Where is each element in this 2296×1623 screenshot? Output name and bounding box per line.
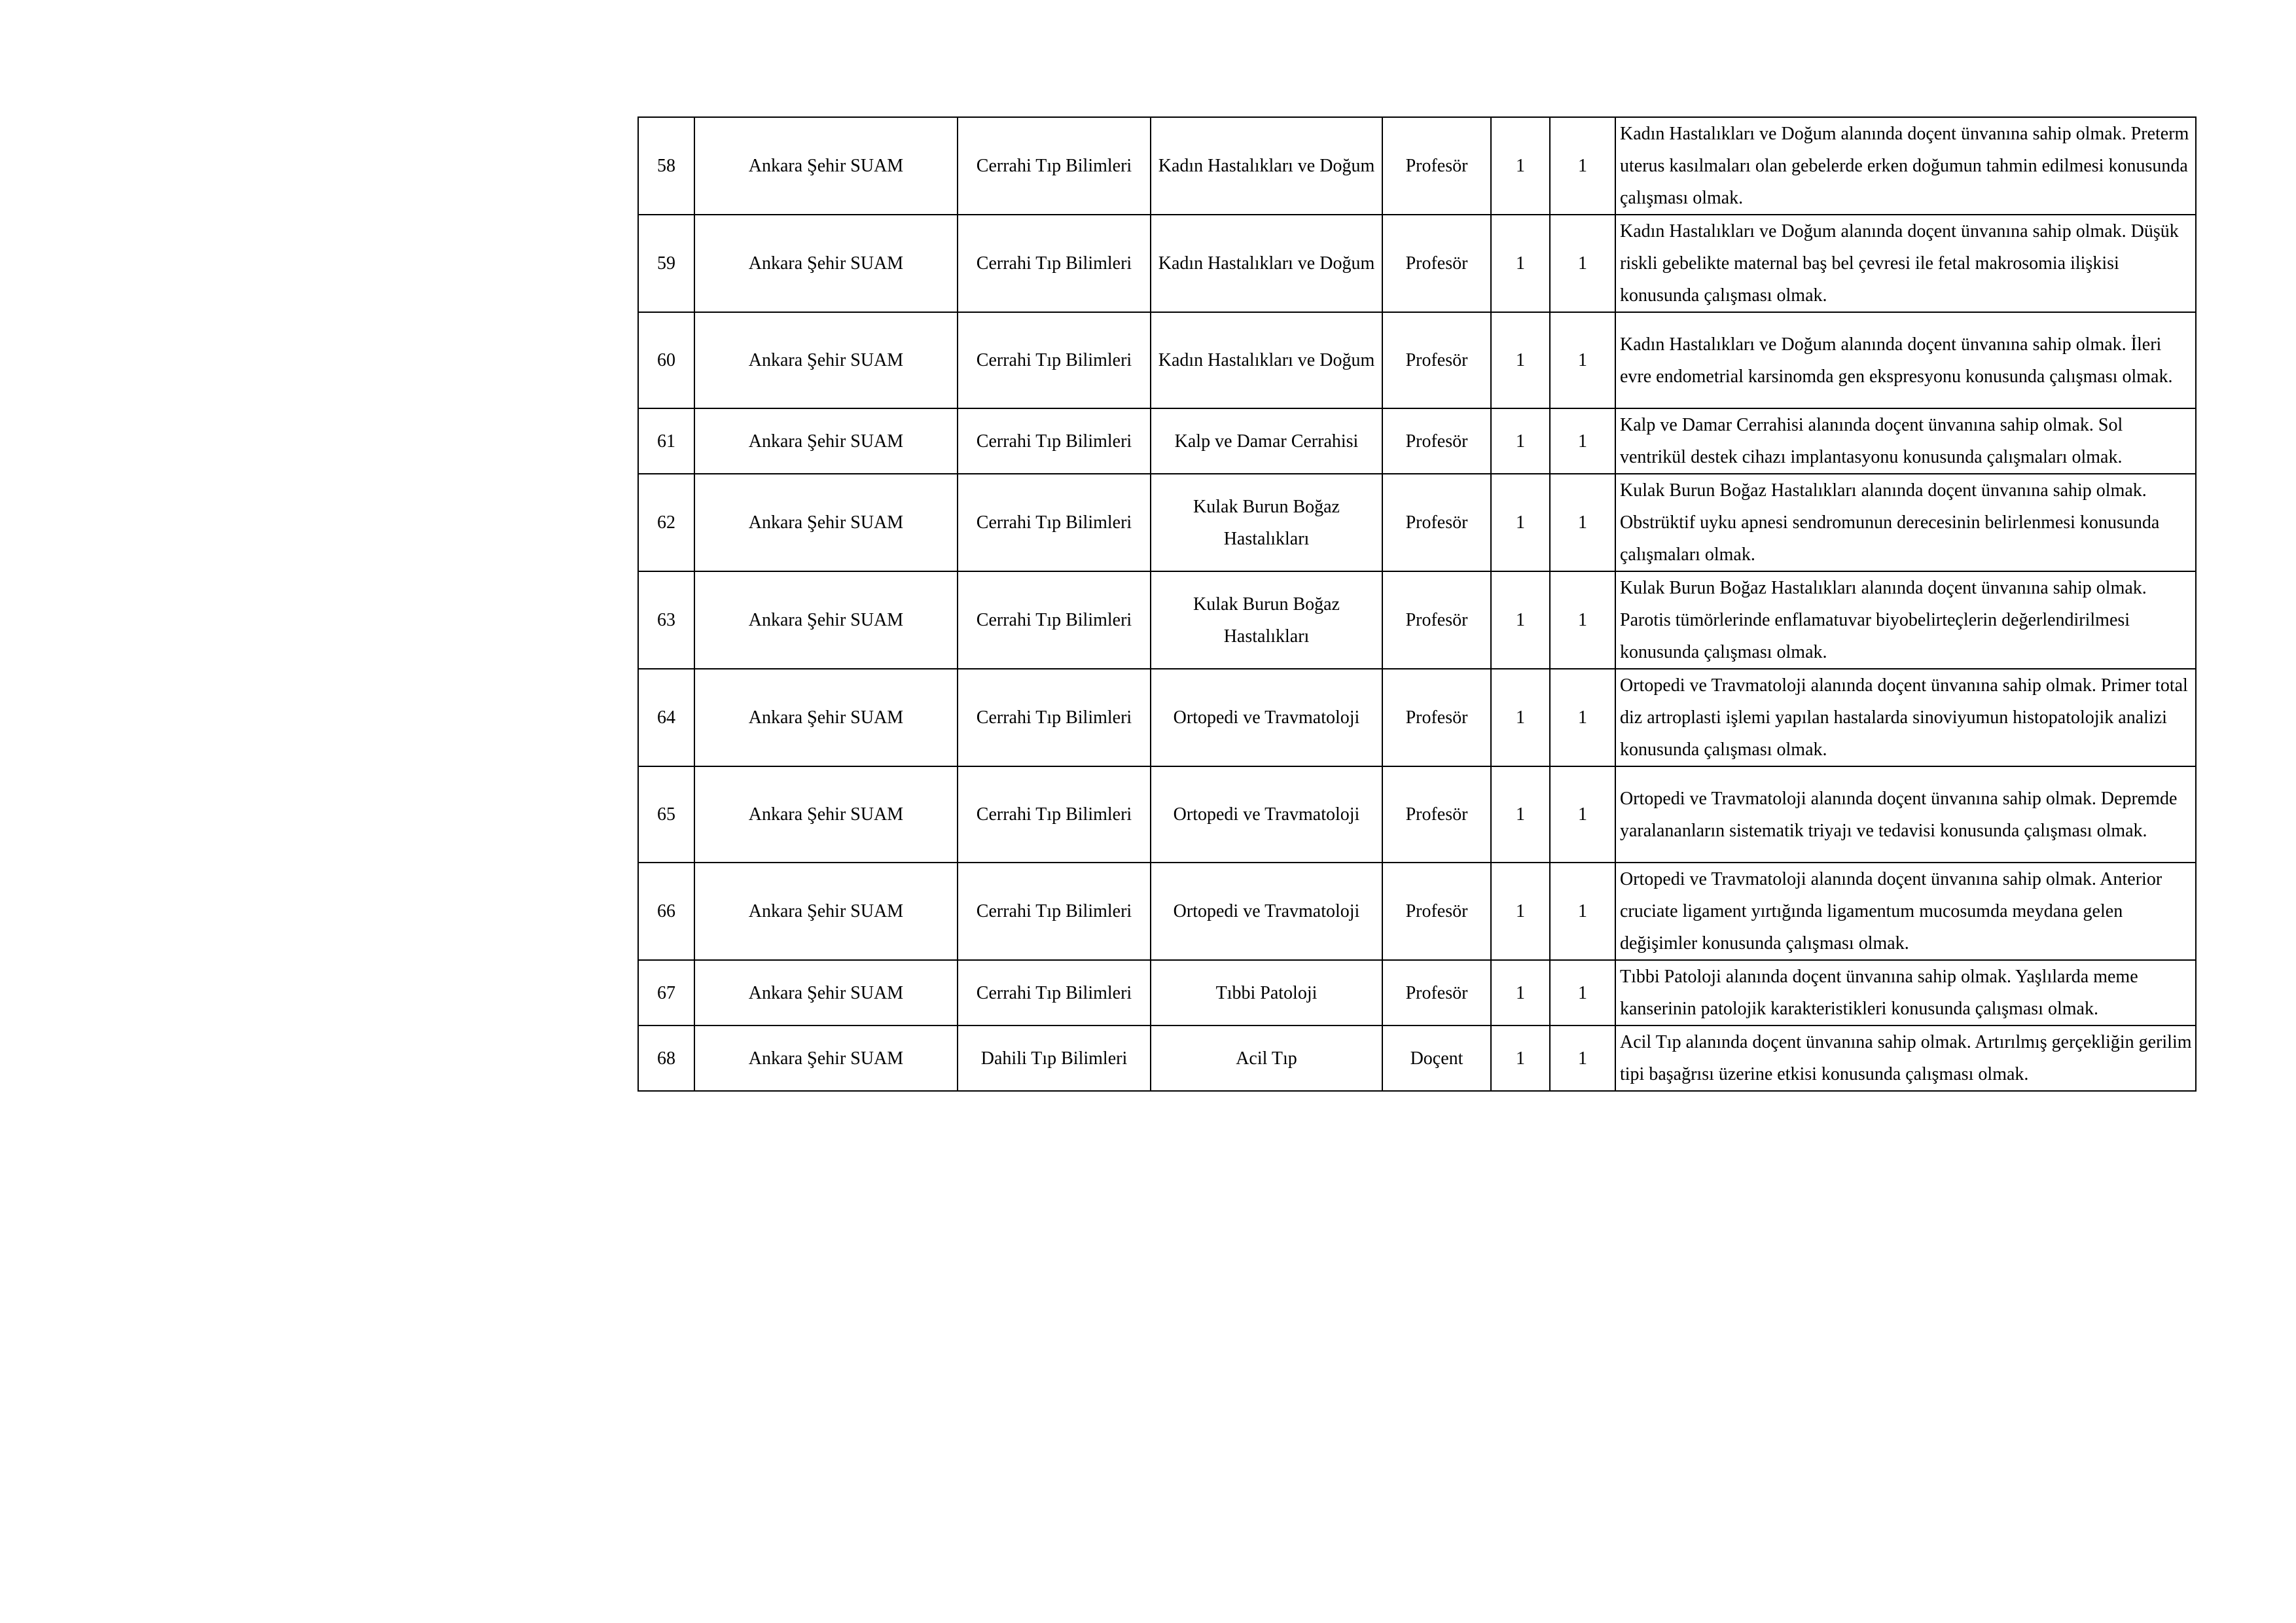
table-row bbox=[638, 571, 2196, 669]
row-number: 62 bbox=[638, 474, 694, 571]
field-cell: Kadın Hastalıkları ve Doğum bbox=[1151, 312, 1382, 408]
department-cell: Cerrahi Tıp Bilimleri bbox=[958, 669, 1151, 766]
row-number: 64 bbox=[638, 669, 694, 766]
field-cell: Ortopedi ve Travmatoloji bbox=[1151, 863, 1382, 960]
field-cell: Acil Tıp bbox=[1151, 1026, 1382, 1091]
count-b-cell: 1 bbox=[1550, 408, 1615, 474]
department-cell: Cerrahi Tıp Bilimleri bbox=[958, 474, 1151, 571]
department-cell: Cerrahi Tıp Bilimleri bbox=[958, 960, 1151, 1026]
count-a-cell: 1 bbox=[1491, 571, 1550, 669]
field-cell: Kulak Burun Boğaz Hastalıkları bbox=[1151, 571, 1382, 669]
department-cell: Cerrahi Tıp Bilimleri bbox=[958, 766, 1151, 863]
row-number: 66 bbox=[638, 863, 694, 960]
count-b-cell: 1 bbox=[1550, 766, 1615, 863]
department-cell: Cerrahi Tıp Bilimleri bbox=[958, 215, 1151, 312]
count-b-cell: 1 bbox=[1550, 669, 1615, 766]
requirement-cell: Kulak Burun Boğaz Hastalıkları alanında doçent ünvanına sahip olmak. Obstrüktif uyku apnesi sendromunun derecesinin belirlenmesi konusunda çalışmaları olmak. bbox=[1615, 474, 2196, 571]
field-cell: Kadın Hastalıkları ve Doğum bbox=[1151, 117, 1382, 215]
requirement-cell: Kalp ve Damar Cerrahisi alanında doçent ünvanına sahip olmak. Sol ventrikül destek cihazı implantasyonu konusunda çalışmaları olmak. bbox=[1615, 408, 2196, 474]
count-b-cell: 1 bbox=[1550, 215, 1615, 312]
title-cell: Profesör bbox=[1382, 766, 1491, 863]
row-number: 61 bbox=[638, 408, 694, 474]
table-row bbox=[638, 312, 2196, 408]
unit-cell: Ankara Şehir SUAM bbox=[694, 215, 958, 312]
title-cell: Doçent bbox=[1382, 1026, 1491, 1091]
unit-cell: Ankara Şehir SUAM bbox=[694, 960, 958, 1026]
department-cell: Dahili Tıp Bilimleri bbox=[958, 1026, 1151, 1091]
count-b-cell: 1 bbox=[1550, 863, 1615, 960]
unit-cell: Ankara Şehir SUAM bbox=[694, 312, 958, 408]
requirement-cell: Ortopedi ve Travmatoloji alanında doçent ünvanına sahip olmak. Depremde yaralananların sistematik triyajı ve tedavisi konusunda çalışması olmak. bbox=[1615, 766, 2196, 863]
requirement-cell: Tıbbi Patoloji alanında doçent ünvanına sahip olmak. Yaşlılarda meme kanserinin patolojik karakteristikleri konusunda çalışması olmak. bbox=[1615, 960, 2196, 1026]
table-row bbox=[638, 408, 2196, 474]
count-a-cell: 1 bbox=[1491, 408, 1550, 474]
table-row bbox=[638, 1026, 2196, 1091]
title-cell: Profesör bbox=[1382, 960, 1491, 1026]
department-cell: Cerrahi Tıp Bilimleri bbox=[958, 408, 1151, 474]
count-a-cell: 1 bbox=[1491, 215, 1550, 312]
table-row bbox=[638, 474, 2196, 571]
table-row bbox=[638, 960, 2196, 1026]
count-b-cell: 1 bbox=[1550, 571, 1615, 669]
count-b-cell: 1 bbox=[1550, 117, 1615, 215]
count-a-cell: 1 bbox=[1491, 669, 1550, 766]
row-number: 68 bbox=[638, 1026, 694, 1091]
department-cell: Cerrahi Tıp Bilimleri bbox=[958, 571, 1151, 669]
unit-cell: Ankara Şehir SUAM bbox=[694, 766, 958, 863]
department-cell: Cerrahi Tıp Bilimleri bbox=[958, 117, 1151, 215]
unit-cell: Ankara Şehir SUAM bbox=[694, 1026, 958, 1091]
requirement-cell: Ortopedi ve Travmatoloji alanında doçent ünvanına sahip olmak. Primer total diz artroplasti işlemi yapılan hastalarda sinoviyumun histopatolojik analizi konusunda çalışması olmak. bbox=[1615, 669, 2196, 766]
count-a-cell: 1 bbox=[1491, 960, 1550, 1026]
count-b-cell: 1 bbox=[1550, 1026, 1615, 1091]
unit-cell: Ankara Şehir SUAM bbox=[694, 117, 958, 215]
row-number: 67 bbox=[638, 960, 694, 1026]
row-number: 65 bbox=[638, 766, 694, 863]
title-cell: Profesör bbox=[1382, 312, 1491, 408]
count-a-cell: 1 bbox=[1491, 312, 1550, 408]
unit-cell: Ankara Şehir SUAM bbox=[694, 863, 958, 960]
department-cell: Cerrahi Tıp Bilimleri bbox=[958, 312, 1151, 408]
title-cell: Profesör bbox=[1382, 669, 1491, 766]
table-row bbox=[638, 766, 2196, 863]
count-a-cell: 1 bbox=[1491, 117, 1550, 215]
count-a-cell: 1 bbox=[1491, 766, 1550, 863]
title-cell: Profesör bbox=[1382, 117, 1491, 215]
count-b-cell: 1 bbox=[1550, 474, 1615, 571]
row-number: 63 bbox=[638, 571, 694, 669]
table-row bbox=[638, 863, 2196, 960]
requirement-cell: Kadın Hastalıkları ve Doğum alanında doçent ünvanına sahip olmak. Preterm uterus kasılmaları olan gebelerde erken doğumun tahmin edilmesi konusunda çalışması olmak. bbox=[1615, 117, 2196, 215]
field-cell: Kulak Burun Boğaz Hastalıkları bbox=[1151, 474, 1382, 571]
requirement-cell: Kadın Hastalıkları ve Doğum alanında doçent ünvanına sahip olmak. İleri evre endometrial karsinomda gen ekspresyonu konusunda çalışması olmak. bbox=[1615, 312, 2196, 408]
requirement-cell: Kadın Hastalıkları ve Doğum alanında doçent ünvanına sahip olmak. Düşük riskli gebelikte maternal baş bel çevresi ile fetal makrosomia ilişkisi konusunda çalışması olmak. bbox=[1615, 215, 2196, 312]
row-number: 59 bbox=[638, 215, 694, 312]
field-cell: Ortopedi ve Travmatoloji bbox=[1151, 766, 1382, 863]
title-cell: Profesör bbox=[1382, 571, 1491, 669]
table-row bbox=[638, 669, 2196, 766]
count-a-cell: 1 bbox=[1491, 863, 1550, 960]
requirement-cell: Acil Tıp alanında doçent ünvanına sahip olmak. Artırılmış gerçekliğin gerilim tipi başağrısı üzerine etkisi konusunda çalışması olmak. bbox=[1615, 1026, 2196, 1091]
field-cell: Tıbbi Patoloji bbox=[1151, 960, 1382, 1026]
title-cell: Profesör bbox=[1382, 863, 1491, 960]
count-a-cell: 1 bbox=[1491, 1026, 1550, 1091]
field-cell: Kadın Hastalıkları ve Doğum bbox=[1151, 215, 1382, 312]
row-number: 60 bbox=[638, 312, 694, 408]
title-cell: Profesör bbox=[1382, 408, 1491, 474]
field-cell: Ortopedi ve Travmatoloji bbox=[1151, 669, 1382, 766]
requirement-cell: Kulak Burun Boğaz Hastalıkları alanında doçent ünvanına sahip olmak. Parotis tümörlerinde enflamatuvar biyobelirteçlerin değerlendirilmesi konusunda çalışması olmak. bbox=[1615, 571, 2196, 669]
unit-cell: Ankara Şehir SUAM bbox=[694, 408, 958, 474]
department-cell: Cerrahi Tıp Bilimleri bbox=[958, 863, 1151, 960]
count-b-cell: 1 bbox=[1550, 960, 1615, 1026]
count-a-cell: 1 bbox=[1491, 474, 1550, 571]
requirement-cell: Ortopedi ve Travmatoloji alanında doçent ünvanına sahip olmak. Anterior cruciate ligament yırtığında ligamentum mucosumda meydana gelen değişimler konusunda çalışması olmak. bbox=[1615, 863, 2196, 960]
unit-cell: Ankara Şehir SUAM bbox=[694, 669, 958, 766]
position-table bbox=[637, 116, 2197, 1092]
unit-cell: Ankara Şehir SUAM bbox=[694, 571, 958, 669]
title-cell: Profesör bbox=[1382, 215, 1491, 312]
title-cell: Profesör bbox=[1382, 474, 1491, 571]
table-row bbox=[638, 117, 2196, 215]
row-number: 58 bbox=[638, 117, 694, 215]
count-b-cell: 1 bbox=[1550, 312, 1615, 408]
table-row bbox=[638, 215, 2196, 312]
field-cell: Kalp ve Damar Cerrahisi bbox=[1151, 408, 1382, 474]
unit-cell: Ankara Şehir SUAM bbox=[694, 474, 958, 571]
